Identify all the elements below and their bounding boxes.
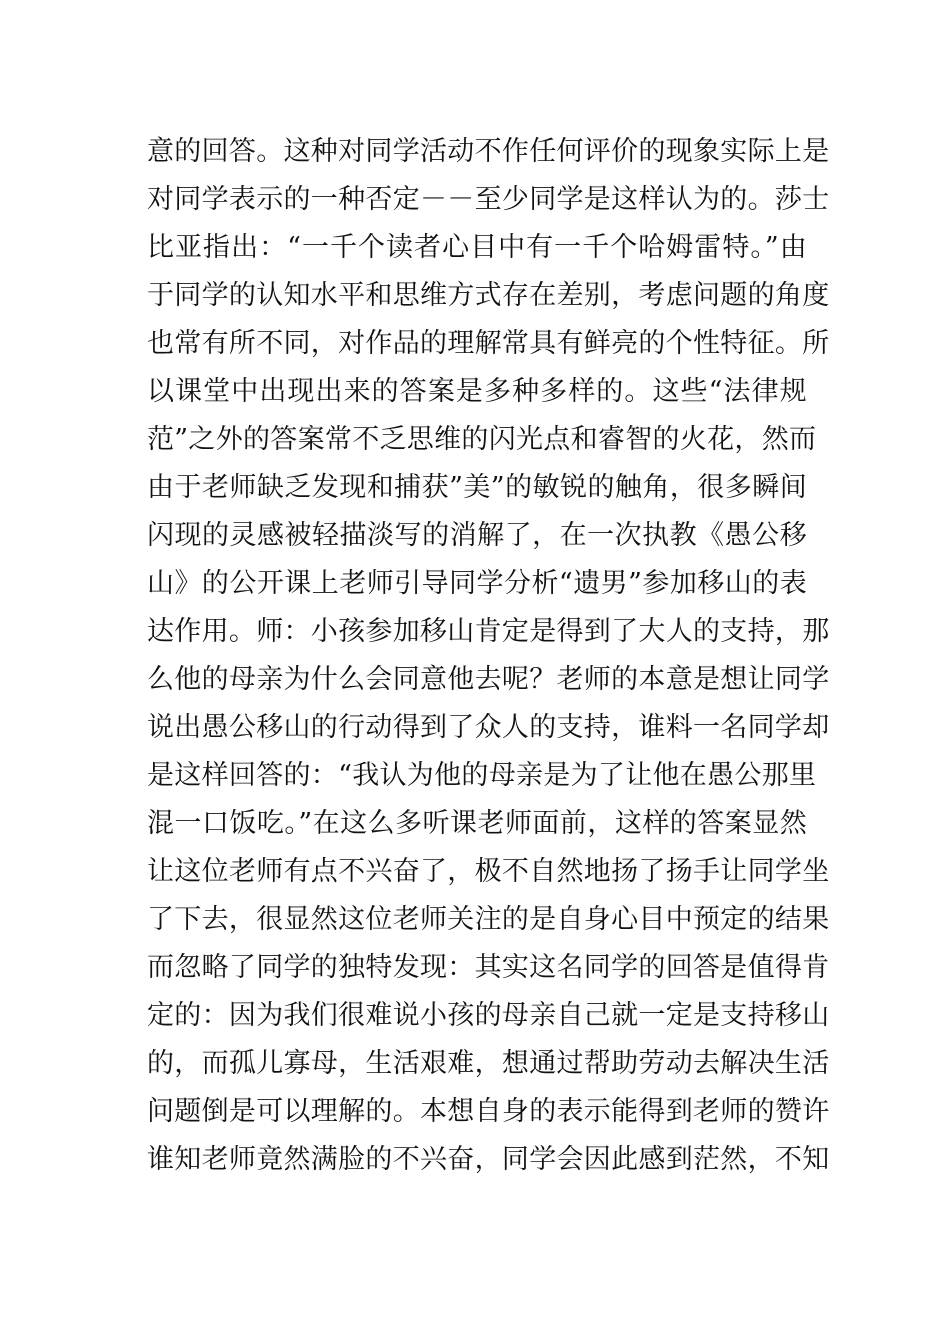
text-line: 问题倒是可以理解的。本想自身的表示能得到老师的赞许	[147, 1096, 830, 1127]
text-line: 了下去，很显然这位老师关注的是自身心目中预定的结果	[147, 904, 830, 935]
text-line: 于同学的认知水平和思维方式存在差别，考虑问题的角度	[147, 280, 830, 311]
text-line: 让这位老师有点不兴奋了，极不自然地扬了扬手让同学坐	[147, 856, 830, 887]
text-line: 谁知老师竟然满脸的不兴奋，同学会因此感到茫然，不知	[147, 1144, 830, 1175]
text-line: 以课堂中出现出来的答案是多种多样的。这些“法律规	[147, 376, 807, 407]
text-line: 对同学表示的一种否定－－至少同学是这样认为的。莎士	[147, 184, 830, 215]
text-line: 由于老师缺乏发现和捕获”美”的敏锐的触角，很多瞬间	[147, 472, 807, 503]
text-line: 比亚指出：“一千个读者心目中有一千个哈姆雷特。”由	[147, 232, 807, 263]
text-line: 混一口饭吃。”在这么多听课老师面前，这样的答案显然	[147, 808, 807, 839]
text-line: 达作用。师：小孩参加移山肯定是得到了大人的支持，那	[147, 616, 830, 647]
text-line: 的，而孤儿寡母，生活艰难，想通过帮助劳动去解决生活	[147, 1048, 830, 1079]
text-line: 而忽略了同学的独特发现：其实这名同学的回答是值得肯	[147, 952, 830, 983]
text-line: 么他的母亲为什么会同意他去呢？老师的本意是想让同学	[147, 664, 830, 695]
body-text	[147, 128, 830, 1184]
text-line: 定的：因为我们很难说小孩的母亲自己就一定是支持移山	[147, 1000, 830, 1031]
text-line: 意的回答。这种对同学活动不作任何评价的现象实际上是	[147, 136, 830, 167]
text-line: 山》的公开课上老师引导同学分析“遗男”参加移山的表	[147, 568, 807, 599]
text-line: 闪现的灵感被轻描淡写的消解了，在一次执教《愚公移	[147, 520, 807, 551]
text-line: 也常有所不同，对作品的理解常具有鲜亮的个性特征。所	[147, 328, 830, 359]
text-line: 是这样回答的：“我认为他的母亲是为了让他在愚公那里	[147, 760, 817, 791]
text-line: 说出愚公移山的行动得到了众人的支持，谁料一名同学却	[147, 712, 830, 743]
text-line: 范”之外的答案常不乏思维的闪光点和睿智的火花，然而	[147, 424, 817, 455]
